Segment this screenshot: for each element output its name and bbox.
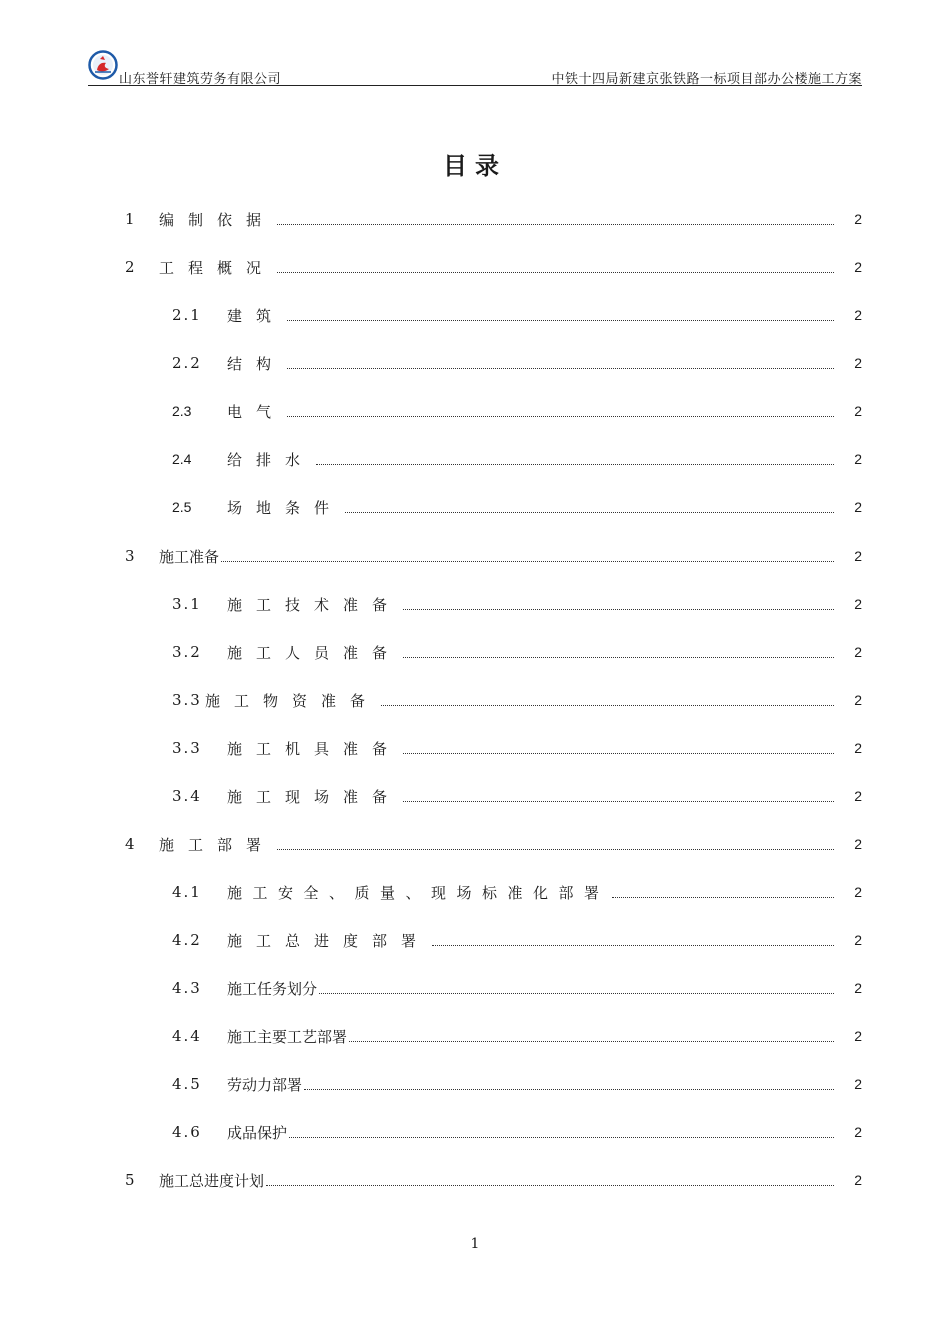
toc-entry-label: 场地条件 [227, 498, 344, 517]
toc-leader-dots [381, 705, 834, 706]
toc-entry[interactable] [172, 351, 862, 375]
toc-entry[interactable] [125, 207, 862, 231]
toc-entry-label: 给排水 [227, 450, 315, 469]
toc-entry-page: 2 [854, 307, 862, 323]
toc-entry-label: 建筑 [227, 306, 286, 325]
company-name: 山东誉轩建筑劳务有限公司 [119, 72, 282, 87]
toc-entry-page: 2 [854, 1076, 862, 1092]
toc-entry-page: 2 [854, 1028, 862, 1044]
toc-entry[interactable] [172, 736, 862, 760]
toc-entry[interactable] [172, 1072, 862, 1096]
toc-entry-label: 施工部署 [159, 835, 276, 854]
toc-entry-label: 施工总进度计划 [159, 1171, 265, 1190]
toc-leader-dots [266, 1185, 834, 1186]
toc-leader-dots [277, 272, 834, 273]
toc-entry-number: 4.5 [172, 1075, 202, 1093]
toc-entry[interactable] [172, 976, 862, 1000]
toc-entry-page: 2 [854, 1172, 862, 1188]
toc-entry-page: 2 [854, 644, 862, 660]
toc-entry-number: 2.5 [172, 499, 192, 515]
toc-leader-dots [287, 320, 834, 321]
toc-leader-dots [289, 1137, 834, 1138]
toc-entry-number: 4.2 [172, 931, 202, 949]
toc-entry-number: 2.2 [172, 354, 202, 372]
toc-entry-label: 施工机具准备 [227, 739, 402, 758]
toc-leader-dots [277, 224, 834, 225]
toc-entry-page: 2 [854, 451, 862, 467]
toc-entry-number: 3.4 [172, 787, 202, 805]
toc-entry[interactable] [172, 399, 862, 423]
toc-entry-page: 2 [854, 692, 862, 708]
toc-title: 目录 [443, 152, 507, 180]
toc-entry[interactable] [125, 255, 862, 279]
toc-leader-dots [403, 609, 834, 610]
toc-entry[interactable] [172, 1024, 862, 1048]
toc-entry-label: 施工主要工艺部署 [227, 1027, 348, 1046]
toc-entry-label: 劳动力部署 [227, 1075, 303, 1094]
toc-entry-label: 施工准备 [159, 547, 220, 566]
toc-entry[interactable] [172, 592, 862, 616]
toc-entry-label: 成品保护 [227, 1123, 288, 1142]
toc-entry[interactable] [172, 1120, 862, 1144]
toc-entry[interactable] [172, 688, 862, 712]
toc-entry-number: 3 [125, 547, 137, 565]
toc-entry-number: 2.4 [172, 451, 192, 467]
page-number: 1 [470, 1236, 480, 1252]
toc-entry[interactable] [125, 832, 862, 856]
toc-entry-page: 2 [854, 499, 862, 515]
toc-entry-number: 3.1 [172, 595, 202, 613]
toc-entry-number: 4.1 [172, 883, 202, 901]
toc-entry-number: 4.6 [172, 1123, 202, 1141]
toc-entry-page: 2 [854, 259, 862, 275]
toc-entry[interactable] [172, 447, 862, 471]
toc-entry-page: 2 [854, 932, 862, 948]
toc-entry-page: 2 [854, 403, 862, 419]
toc-entry[interactable] [172, 495, 862, 519]
toc-entry-label: 结构 [227, 354, 286, 373]
toc-entry-page: 2 [854, 836, 862, 852]
toc-entry-page: 2 [854, 355, 862, 371]
toc-entry[interactable] [125, 1168, 862, 1192]
toc-entry-label: 施工总进度部署 [227, 931, 431, 950]
toc-entry-number: 3.3 [172, 691, 202, 709]
toc-entry-page: 2 [854, 1124, 862, 1140]
toc-leader-dots [304, 1089, 834, 1090]
toc-entry[interactable] [125, 544, 862, 568]
toc-entry-number: 4.4 [172, 1027, 202, 1045]
toc-entry-page: 2 [854, 980, 862, 996]
toc-entry-label: 工程概况 [159, 258, 276, 277]
toc-leader-dots [403, 753, 834, 754]
toc-leader-dots [403, 801, 834, 802]
toc-leader-dots [612, 897, 834, 898]
toc-entry-page: 2 [854, 211, 862, 227]
toc-entry-number: 3.3 [172, 739, 202, 757]
toc-entry-page: 2 [854, 548, 862, 564]
toc-entry-number: 2 [125, 258, 137, 276]
toc-entry[interactable] [172, 880, 862, 904]
toc-leader-dots [287, 416, 834, 417]
toc-entry[interactable] [172, 640, 862, 664]
toc-entry-page: 2 [854, 788, 862, 804]
toc-entry-number: 4.3 [172, 979, 202, 997]
toc-entry-label: 施工任务划分 [227, 979, 318, 998]
toc-entry-label: 施工技术准备 [227, 595, 402, 614]
toc-entry-label: 施工现场准备 [227, 787, 402, 806]
project-title: 中铁十四局新建京张铁路一标项目部办公楼施工方案 [551, 72, 862, 87]
toc-entry-label: 施工人员准备 [227, 643, 402, 662]
toc-leader-dots [277, 849, 834, 850]
toc-entry-label: 编制依据 [159, 210, 276, 229]
toc-entry-number: 4 [125, 835, 137, 853]
toc-leader-dots [221, 561, 834, 562]
toc-entry[interactable] [172, 303, 862, 327]
toc-entry[interactable] [172, 928, 862, 952]
toc-entry-label: 施工物资准备 [205, 691, 380, 710]
toc-entry-number: 1 [125, 210, 137, 228]
toc-entry-number: 2.3 [172, 403, 192, 419]
toc-entry-page: 2 [854, 740, 862, 756]
toc-leader-dots [319, 993, 834, 994]
toc-leader-dots [349, 1041, 834, 1042]
toc-leader-dots [345, 512, 834, 513]
toc-leader-dots [403, 657, 834, 658]
toc-leader-dots [287, 368, 834, 369]
toc-entry-page: 2 [854, 884, 862, 900]
toc-entry-label: 施工安全、质量、现场标准化部署 [227, 883, 610, 902]
toc-leader-dots [432, 945, 834, 946]
toc-entry-number: 3.2 [172, 643, 202, 661]
toc-entry-page: 2 [854, 596, 862, 612]
toc-leader-dots [316, 464, 834, 465]
toc-entry-number: 5 [125, 1171, 137, 1189]
toc-entry-label: 电气 [227, 402, 286, 421]
toc-entry-number: 2.1 [172, 306, 202, 324]
toc-entry[interactable] [172, 784, 862, 808]
